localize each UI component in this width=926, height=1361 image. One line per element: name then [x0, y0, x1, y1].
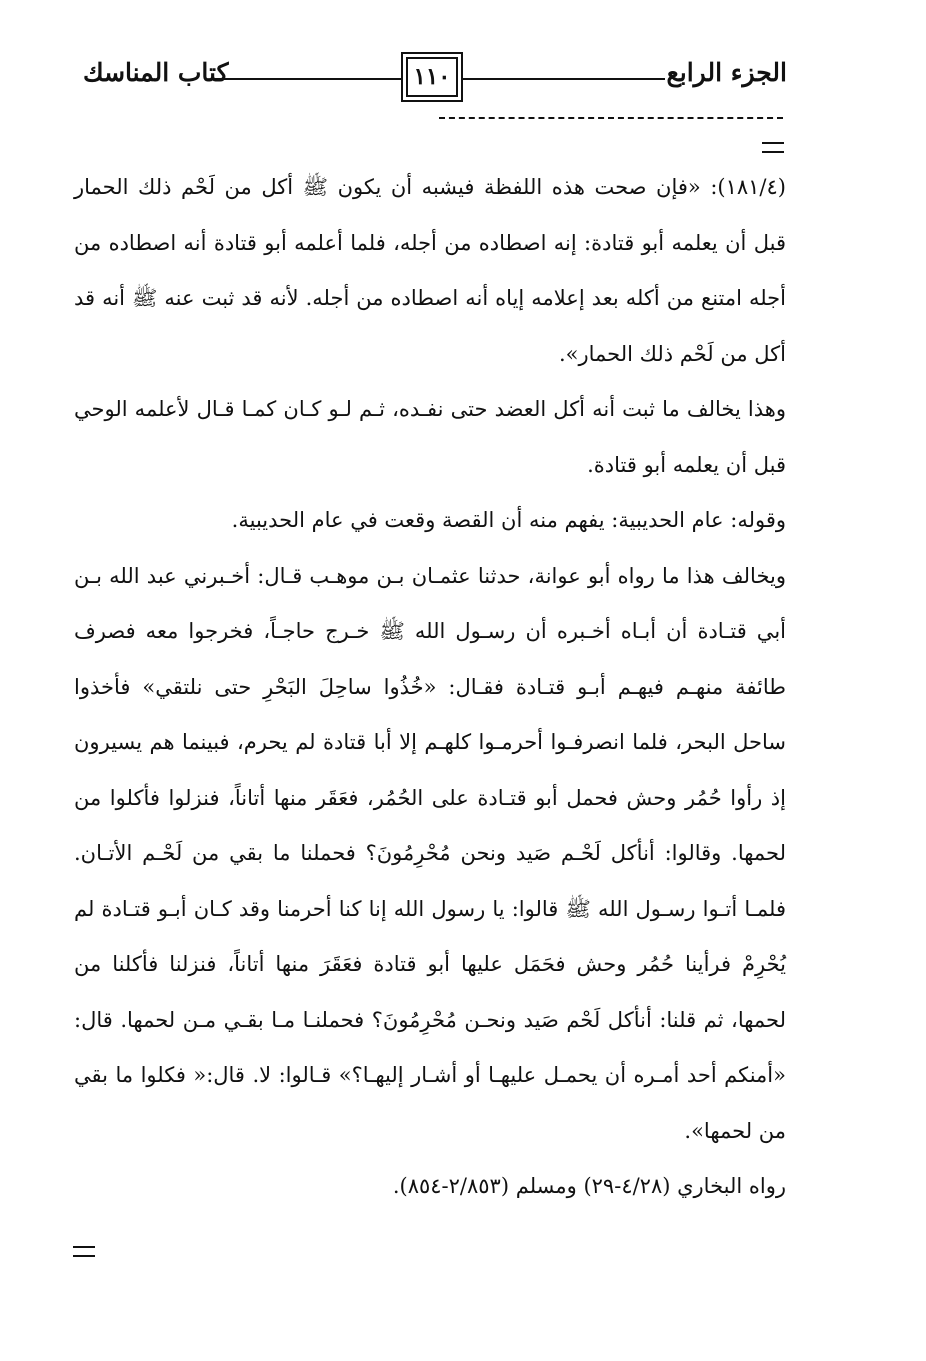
- part-title: الجزء الرابع: [666, 58, 787, 87]
- paragraph-hudaybiyyah: وقوله: عام الحديبية: يفهم منه أن القصة وقعت في عام الحديبية.: [231, 508, 786, 532]
- header-rule-left: [212, 78, 402, 80]
- section-marker-bottom: [73, 1246, 95, 1257]
- paragraph-hadith: ويخالف هذا ما رواه أبو عوانة، حدثنا عثمـان بـن موهـب قـال: أخـبرني عبد الله بـن أبي قتـادة أن أبـاه أخـبره أن رسـول الله ﷺ خـرج حاجـاً، فخرجوا معه فصرف طائفة منهـم فيهـم أبـو قتـادة فقـال: «خُذُوا ساحِلَ البَحْرِ حتى نلتقي» فأخذوا ساحل البحر، فلما انصرفـوا أحرمـوا كلهـم إلا أبا قتادة لم يحرم، فبينما هم يسيرون إذ رأوا حُمُر وحش فحمل أبو قتـادة على الحُمُر، فعَقَر منها أتاناً، فنزلوا فأكلوا من لحمها. وقالوا: أنأكل لَحْـم صَيد ونحن مُحْرِمُونَ؟ فحملنا ما بقي من لَحْـم الأتـان. فلمـا أتـوا رسـول الله ﷺ قالوا: يا رسول الله إنا كنا أحرمنا وقد كـان أبـو قتـادة لم يُحْرِمْ فرأينا حُمُر وحش فحَمَل عليها أبو قتادة فعَقَرَ منها أتاناً، فنزلنا فأكلنا من لحمها، ثم قلنا: أنأكل لَحْم صَيد ونحـن مُحْرِمُونَ؟ فحملنـا مـا بقـي مـن لحمها. قال: «أمنكم أحد أمـره أن يحمـل عليهـا أو أشـار إليهـا؟» قـالوا: لا. قال:« فكلوا ما بقي من لحمها».: [74, 563, 786, 1143]
- book-title: كتاب المناسك: [83, 58, 229, 87]
- page-number: ١١٠: [401, 52, 463, 102]
- section-marker-top: [762, 142, 784, 153]
- header-rule-right: [460, 78, 665, 80]
- page-body: [74, 160, 786, 1215]
- paragraph-quote: (١٨١/٤): «فإن صحت هذه اللفظة فيشبه أن يكون ﷺ أكل من لَحْم ذلك الحمار قبل أن يعلمه أبو قتادة: إنه اصطاده من أجله، فلما أعلمه أبو قتادة أنه اصطاده من أجله امتنع من أكله بعد إعلامه إياه أنه اصطاده من أجله. لأنه قد ثبت عنه ﷺ أنه قد أكل من لَحْم ذلك الحمار».: [74, 175, 786, 366]
- paragraph-citation: رواه البخاري (٤/٢٨-٢٩) ومسلم (٢/٨٥٣-٨٥٤).: [392, 1174, 786, 1198]
- header-dashed-divider: [439, 117, 783, 119]
- paragraph-objection: وهذا يخالف ما ثبت أنه أكل العضد حتى نفـده، ثـم لـو كـان كمـا قـال لأعلمه الوحي قبل أن يعلمه أبو قتادة.: [74, 397, 786, 477]
- page-header: [75, 52, 787, 102]
